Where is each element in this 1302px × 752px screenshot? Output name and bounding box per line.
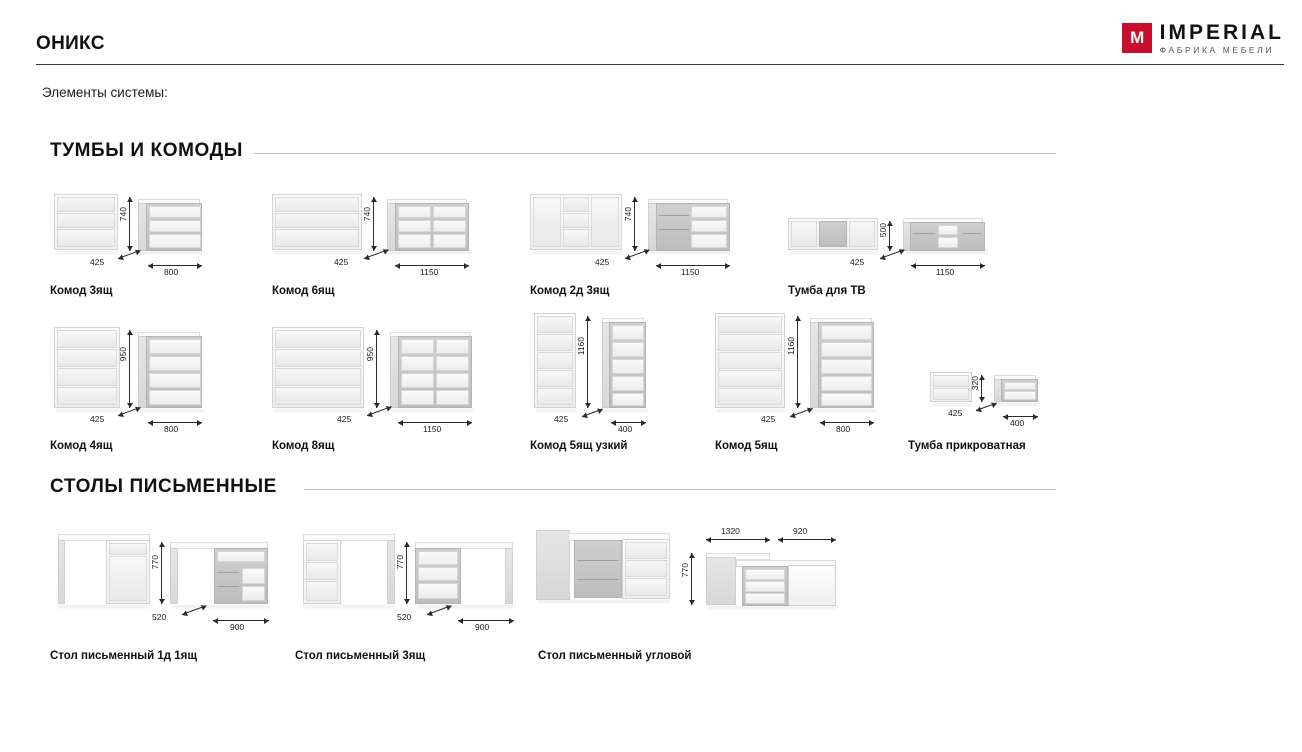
- front-door-2: [591, 197, 619, 247]
- front-drawer-2: [563, 213, 589, 228]
- front-leg: [387, 540, 395, 604]
- open-shelf-2: [217, 586, 239, 587]
- width-label: 1150: [420, 267, 439, 277]
- open-shadow: [708, 606, 838, 609]
- figure-desk-3yash: [295, 520, 565, 640]
- logo-sub-text: ФАБРИКА МЕБЕЛИ: [1159, 45, 1275, 55]
- item-tumba-bedside: [908, 360, 1108, 455]
- width-arrow: [458, 620, 514, 621]
- item-caption: Комод 2д 3ящ: [530, 285, 610, 297]
- figure-desk-1d-1yash: [50, 520, 320, 640]
- depth-label: 425: [850, 257, 865, 267]
- open-drawer-3: [401, 356, 434, 371]
- open-shadow: [389, 251, 471, 254]
- item-komod-6yash: [272, 185, 522, 305]
- section-desks-title: СТОЛЫ ПИСЬМЕННЫЕ: [50, 476, 277, 497]
- depth-label: 425: [90, 257, 105, 267]
- figure-desk-corner: [530, 505, 860, 645]
- width-arrow: [1003, 416, 1038, 417]
- depth-arrow: [118, 250, 141, 259]
- open-drawer-1: [938, 225, 958, 235]
- open-box-2: [242, 586, 265, 601]
- depth-label: 425: [595, 257, 610, 267]
- depth-arrow: [118, 407, 141, 416]
- front-shadow: [532, 251, 622, 254]
- front-drawer-1: [563, 197, 589, 212]
- width-arrow: [395, 265, 469, 266]
- logo-mark-icon: M: [1122, 23, 1152, 53]
- item-desk-3yash: [295, 520, 565, 670]
- width-arrow: [148, 265, 202, 266]
- height-label: 950: [118, 347, 128, 362]
- front-shadow: [790, 251, 878, 254]
- front-drawer-2: [57, 213, 115, 228]
- logo-text: [1160, 22, 1284, 55]
- front-drawer-3: [625, 578, 667, 596]
- front-drawer-1: [109, 543, 147, 555]
- item-tumba-tv: [788, 185, 1018, 305]
- front-drawer-3: [275, 229, 359, 247]
- width-label: 900: [230, 622, 245, 632]
- front-door-1: [791, 221, 817, 247]
- open-shadow: [172, 605, 270, 608]
- front-drawer-1: [275, 330, 361, 348]
- depth-label: 425: [948, 408, 963, 418]
- height-label: 950: [365, 347, 375, 362]
- open-drawer-3: [418, 583, 458, 599]
- open-drawer-5: [612, 393, 644, 406]
- open-drawer-1: [691, 206, 727, 218]
- front-drawer-4: [275, 387, 361, 405]
- item-komod-3yash: [50, 185, 280, 305]
- section-dressers-rule: [254, 153, 1056, 154]
- open-drawer-2: [821, 342, 872, 357]
- height-label: 770: [150, 555, 160, 570]
- width-label: 1150: [936, 267, 955, 277]
- open-drawer-4: [612, 376, 644, 391]
- item-caption: Комод 5ящ узкий: [530, 440, 628, 452]
- item-caption: Комод 6ящ: [272, 285, 335, 297]
- open-drawer-2: [418, 567, 458, 581]
- front-drawer-2: [718, 334, 782, 351]
- width-arrow: [398, 422, 472, 423]
- front-door-1: [109, 556, 147, 601]
- open-drawer-3: [612, 359, 644, 374]
- height-label: 500: [878, 223, 888, 238]
- open-shelf-1: [659, 215, 689, 216]
- front-door-2: [849, 221, 875, 247]
- open-shadow: [392, 409, 474, 412]
- front-drawer-2: [537, 334, 573, 351]
- front-drawer-3: [275, 368, 361, 386]
- open-shadow: [140, 251, 204, 254]
- front-drawer-1: [57, 330, 117, 348]
- open-drawer-1: [745, 569, 785, 580]
- width-label: 800: [836, 424, 851, 434]
- brand-logo: [1122, 22, 1284, 55]
- front-drawer-3: [718, 352, 782, 369]
- front-drawer-3: [57, 229, 115, 247]
- front-drawer-1: [57, 197, 115, 212]
- open-drawer-1: [217, 551, 265, 562]
- width-b-arrow: [778, 539, 836, 540]
- open-drawer-6: [436, 373, 469, 388]
- open-drawer-2: [149, 356, 201, 371]
- item-caption: Стол письменный 1д 1ящ: [50, 650, 198, 662]
- item-komod-8yash: [272, 305, 522, 455]
- open-drawer-2: [1004, 391, 1036, 400]
- front-drawer-1: [933, 375, 969, 387]
- front-drawer-1: [537, 316, 573, 333]
- section-dressers-title: ТУМБЫ И КОМОДЫ: [50, 140, 243, 161]
- open-drawer-3: [398, 220, 431, 232]
- figure-komod-6yash: [272, 185, 522, 275]
- open-shelf-1: [913, 233, 935, 234]
- width-label: 1150: [681, 267, 700, 277]
- width-label: 1150: [423, 424, 442, 434]
- open-panel: [706, 557, 736, 605]
- page-title: ОНИКС: [36, 33, 105, 54]
- width-arrow: [656, 265, 730, 266]
- front-shadow: [56, 409, 120, 412]
- front-panel: [536, 530, 570, 600]
- width-label: 800: [164, 267, 179, 277]
- width-label: 400: [618, 424, 633, 434]
- front-cavity: [574, 540, 622, 598]
- figure-komod-2d-3yash: [530, 185, 780, 275]
- open-shadow: [650, 251, 732, 254]
- open-shadow: [812, 409, 876, 412]
- front-shadow: [274, 409, 364, 412]
- height-arrow: [634, 197, 635, 251]
- depth-arrow: [976, 403, 997, 411]
- front-drawer-2: [625, 560, 667, 577]
- height-arrow: [981, 375, 982, 402]
- figure-komod-5yash-narrow: [530, 305, 730, 434]
- front-drawer-4: [718, 370, 782, 387]
- front-drawer-2: [306, 562, 338, 580]
- open-drawer-1: [418, 551, 458, 565]
- open-shadow: [996, 403, 1040, 406]
- depth-label: 520: [152, 612, 167, 622]
- item-caption: Комод 5ящ: [715, 440, 778, 452]
- width-arrow: [213, 620, 269, 621]
- front-drawer-1: [625, 542, 667, 559]
- item-caption: Стол письменный угловой: [538, 650, 692, 662]
- height-arrow: [161, 542, 162, 604]
- front-door-1: [533, 197, 561, 247]
- open-drawer-3: [745, 593, 785, 604]
- height-label: 1160: [576, 337, 586, 356]
- header-divider: [36, 64, 1284, 65]
- elements-label: Элементы системы:: [42, 85, 168, 100]
- front-drawer-2: [275, 349, 361, 367]
- depth-label: 425: [90, 414, 105, 424]
- section-dressers-header: [0, 140, 1302, 166]
- figure-komod-4yash: [50, 305, 280, 434]
- front-drawer-1: [275, 197, 359, 212]
- open-drawer-6: [433, 234, 466, 248]
- open-drawer-8: [436, 390, 469, 405]
- front-drawer-1: [718, 316, 782, 333]
- width-label: 800: [164, 424, 179, 434]
- figure-tumba-bedside: [908, 360, 1108, 430]
- front-drawer-4: [537, 370, 573, 387]
- height-label: 770: [395, 555, 405, 570]
- open-drawer-1: [612, 325, 644, 340]
- open-drawer-3: [149, 373, 201, 388]
- open-shelf-1: [217, 572, 239, 573]
- height-arrow: [129, 330, 130, 408]
- open-drawer-1: [398, 206, 431, 218]
- open-shadow: [905, 251, 987, 254]
- logo-main-text: IMPERIAL: [1159, 21, 1284, 44]
- figure-komod-8yash: [272, 305, 522, 434]
- depth-label: 425: [334, 257, 349, 267]
- open-shadow: [417, 605, 515, 608]
- open-drawer-4: [821, 376, 872, 391]
- section-desks-header: [0, 476, 1302, 502]
- width-arrow: [611, 422, 646, 423]
- open-drawer-3: [691, 234, 727, 248]
- height-arrow: [129, 197, 130, 251]
- front-shadow: [274, 251, 362, 254]
- open-drawer-2: [938, 237, 958, 248]
- front-shelf-2: [577, 579, 619, 580]
- open-leg: [505, 548, 513, 604]
- front-drawer-3: [57, 368, 117, 386]
- open-drawer-3: [149, 234, 201, 248]
- item-caption: Комод 4ящ: [50, 440, 113, 452]
- open-drawer-2: [149, 220, 201, 232]
- depth-label: 520: [397, 612, 412, 622]
- item-desk-corner: [530, 505, 860, 670]
- front-drawer-3: [537, 352, 573, 369]
- section-desks: [0, 476, 1302, 502]
- front-shadow: [932, 403, 972, 406]
- height-label: 740: [362, 207, 372, 222]
- height-arrow: [373, 197, 374, 251]
- front-drawer-2: [933, 388, 969, 400]
- item-desk-1d-1yash: [50, 520, 320, 670]
- section-dressers: [0, 140, 1302, 166]
- open-drawer-2: [436, 339, 469, 354]
- open-shelf-2: [659, 229, 689, 230]
- front-shadow: [58, 605, 150, 608]
- item-komod-5yash-narrow: [530, 305, 730, 455]
- open-drawer-1: [149, 206, 201, 218]
- open-drawer-2: [745, 581, 785, 592]
- item-komod-4yash: [50, 305, 280, 455]
- height-label: 770: [680, 563, 690, 578]
- open-box-1: [242, 568, 265, 584]
- open-drawer-7: [401, 390, 434, 405]
- front-niche: [819, 221, 847, 247]
- open-shadow: [140, 409, 204, 412]
- depth-label: 425: [761, 414, 776, 424]
- width-arrow: [911, 265, 985, 266]
- open-shadow: [604, 409, 648, 412]
- front-drawer-2: [275, 213, 359, 228]
- open-leg: [170, 548, 178, 604]
- open-drawer-5: [821, 393, 872, 406]
- front-shadow: [717, 409, 785, 412]
- front-drawer-3: [563, 229, 589, 247]
- open-drawer-2: [691, 220, 727, 232]
- open-drawer-4: [436, 356, 469, 371]
- front-drawer-5: [718, 388, 782, 405]
- depth-label: 425: [554, 414, 569, 424]
- height-arrow: [587, 316, 588, 408]
- front-leg: [58, 540, 65, 604]
- open-drawer-3: [821, 359, 872, 374]
- open-drawer-5: [401, 373, 434, 388]
- open-shelf-2: [962, 233, 982, 234]
- open-drawer-4: [149, 390, 201, 405]
- height-arrow: [691, 553, 692, 605]
- item-caption: Комод 3ящ: [50, 285, 113, 297]
- depth-arrow: [790, 408, 813, 417]
- open-drawer-1: [1004, 382, 1036, 390]
- front-drawer-1: [306, 543, 338, 561]
- width-a-label: 1320: [721, 526, 740, 536]
- width-label: 400: [1010, 418, 1025, 428]
- front-shadow: [538, 600, 670, 603]
- front-shadow: [536, 409, 576, 412]
- height-arrow: [889, 221, 890, 251]
- width-arrow: [820, 422, 874, 423]
- front-shelf-1: [577, 560, 619, 561]
- front-drawer-4: [57, 387, 117, 405]
- depth-label: 425: [337, 414, 352, 424]
- section-desks-rule: [304, 489, 1056, 490]
- width-label: 900: [475, 622, 490, 632]
- open-drawer-5: [398, 234, 431, 248]
- item-caption: Тумба прикроватная: [908, 440, 1026, 452]
- figure-tumba-tv: [788, 185, 1018, 275]
- height-label: 1160: [786, 337, 796, 356]
- depth-arrow: [582, 409, 603, 417]
- open-cabinet: [788, 565, 836, 606]
- height-label: 740: [623, 207, 633, 222]
- width-arrow: [148, 422, 202, 423]
- height-label: 320: [970, 376, 980, 391]
- height-arrow: [406, 542, 407, 604]
- front-drawer-3: [306, 581, 338, 601]
- front-drawer-2: [57, 349, 117, 367]
- open-drawer-1: [401, 339, 434, 354]
- front-shadow: [303, 605, 395, 608]
- width-b-label: 920: [793, 526, 808, 536]
- item-caption: Тумба для ТВ: [788, 285, 866, 297]
- figure-komod-3yash: [50, 185, 280, 275]
- item-caption: Стол письменный 3ящ: [295, 650, 426, 662]
- open-drawer-1: [149, 339, 201, 354]
- height-arrow: [797, 316, 798, 408]
- height-label: 740: [118, 207, 128, 222]
- height-arrow: [376, 330, 377, 408]
- width-a-arrow: [706, 539, 770, 540]
- open-drawer-2: [612, 342, 644, 357]
- open-drawer-4: [433, 220, 466, 232]
- item-caption: Комод 8ящ: [272, 440, 335, 452]
- open-drawer-2: [433, 206, 466, 218]
- open-drawer-1: [821, 325, 872, 340]
- front-drawer-5: [537, 388, 573, 405]
- front-shadow: [56, 251, 118, 254]
- item-komod-2d-3yash: [530, 185, 780, 305]
